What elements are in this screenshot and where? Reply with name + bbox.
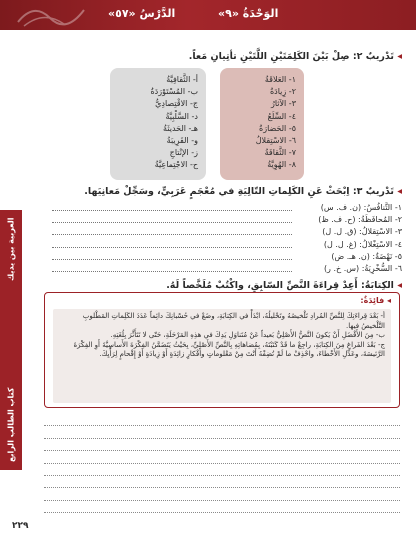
tip-item-a: أ- بَعْدَ قِراءَتِكَ لِلنَّصِّ المُرادِ تَلْخيصُهُ وتَحْليلُهُ، ابْدَأْ في الكِتابَةِ، وضَعْ في حُسْبانِكَ دائِماً عَدَدَ الكَلِماتِ المَطْلوبِ التَّلْخيصُ فيها. [82, 312, 385, 330]
list-item: ٢- المُحافَظَةُ: (ح. ف. ظ) [52, 214, 402, 226]
dictionary-list [52, 202, 402, 275]
writing-lines[interactable] [44, 414, 400, 513]
page-number: ٢٢٩ [12, 521, 29, 531]
answer-line[interactable] [52, 259, 292, 260]
bullet-icon: ◂ [393, 186, 402, 197]
answer-line[interactable] [52, 210, 292, 211]
list-item: ٥- الحَضارَةُ [259, 123, 296, 133]
unit-label: الوَحْدَةُ «٩» [218, 7, 279, 20]
answer-line[interactable] [52, 222, 292, 223]
list-item: ١- العَلاقَةُ [264, 75, 296, 84]
list-item: ح- الاجْتِماعِيَّةُ [154, 160, 198, 170]
list-item: أ- الثَّقافِيَّةُ [166, 75, 198, 84]
bullet-icon: ◂ [384, 296, 391, 305]
side-tab-series: العربية بين يديك [6, 218, 16, 282]
writing-line[interactable] [44, 476, 400, 488]
page-content [32, 0, 406, 539]
writing-title: ◂ الكِتابَةُ: أَعِدْ قِراءَةَ النَّصِّ السّابِقِ، واكْتُبْ مُلَخَّصاً لَهُ. [166, 280, 402, 291]
list-item: ٦- الاسْتِقلالُ [255, 136, 296, 146]
list-item: ١- التَّنافُسُ: (ن. ف. س) [52, 202, 402, 214]
writing-line[interactable] [44, 426, 400, 438]
list-item: و- القَرِيبَةُ [166, 136, 198, 146]
list-item: ٣- الاسْتِقلالُ: (ق. ل. ل) [52, 226, 402, 238]
writing-line[interactable] [44, 488, 400, 500]
list-item: ج- الاقْتِصادِيُّ [155, 99, 198, 109]
writing-line[interactable] [44, 464, 400, 476]
list-item: ب- المُسْتَوْرَدَةُ [150, 87, 198, 97]
list-item: ٢- زِيادَةُ [269, 87, 296, 97]
list-item: ٨- الهُوِيَّةُ [267, 160, 296, 170]
list-item: ٣- الآثارُ [270, 99, 296, 109]
bullet-icon: ◂ [393, 280, 402, 291]
list-item: ٦- السُّخْرِيَةُ: (س. خ. ر) [52, 263, 402, 275]
writing-line[interactable] [44, 414, 400, 426]
writing-line[interactable] [44, 501, 400, 513]
list-item: ٥- نَهْضَةٌ: (ن. هـ. ض) [52, 251, 402, 263]
match-column-right [220, 68, 304, 180]
list-item: د- السَّلْبِيَّةُ [165, 111, 198, 121]
side-tab-book: كتاب الطالب الرابع [6, 387, 16, 462]
tip-box [44, 292, 400, 408]
answer-line[interactable] [52, 271, 292, 272]
exercise2-title: ◂ تَدْريبٌ ٢: صِلْ بَيْنَ الكَلِمَتَيْنِ اللَّتَيْنِ تأتِيانِ مَعاً. [188, 51, 402, 62]
exercise3-title: ◂ تَدْريبٌ ٣: اِبْحَثْ عَنِ الكَلِماتِ التّالِيَةِ في مُعْجَمٍ عَرَبِيٍّ، وسَجِّلْ مَعانِيَها. [84, 186, 402, 197]
lesson-label: الدَّرْسُ «٥٧» [108, 7, 176, 20]
tip-title: ◂ فائِدَةٌ: [360, 296, 391, 305]
match-column-left [110, 68, 206, 180]
tip-content [53, 309, 391, 403]
writing-line[interactable] [44, 439, 400, 451]
list-item: ٤- السِّلَعُ [267, 111, 296, 121]
bullet-icon: ◂ [393, 51, 402, 62]
list-item: ٤- الاسْتِغْلالُ: (غ. ل. ل) [52, 239, 402, 251]
writing-line[interactable] [44, 451, 400, 463]
side-tab [0, 210, 22, 470]
list-item: ٧- الثَّقافَةُ [264, 148, 296, 158]
answer-line[interactable] [52, 234, 292, 235]
answer-line[interactable] [52, 247, 292, 248]
tip-item-c: ج- بَعْدَ الفَراغِ مِنَ الكِتابَةِ، راجِعْ ما قَدْ كَتَبْتَهُ، بِمُضاهاتِهِ بِالنَّصِّ الأَصْلِيِّ، بِحَيْثُ يَتَضَمَّنُ الفِكْرَةَ الأَساسِيَّةَ أَوِ الفِكْرَةَ الرَّئيسَةَ، وعَدِّلِ الأَخْطاءَ، واحْذِفْ ما لَمْ تُضِفْهُ أَنْتَ مِنْ مَعْلوماتٍ وأَفْكارٍ زائِدَةٍ أَوْ زِيادَةٍ أَوْ إِقْحامٍ لِرَأْيِكَ. [73, 340, 385, 359]
list-item: هـ- الحَديثَةُ [163, 123, 198, 133]
list-item: ز- الإنْتاجِ [169, 148, 198, 158]
tip-item-b: ب- مِنَ الأَفْضَلِ أَنْ يَكونَ النَّصُّ الأَصْلِيُّ بَعيداً عَنْ مُتَناوَلِ يَدِكَ في هذِهِ المَرْحَلَةِ، حَتّى لا تَتَأَثَّرَ بِلُغَتِهِ. [110, 331, 385, 340]
